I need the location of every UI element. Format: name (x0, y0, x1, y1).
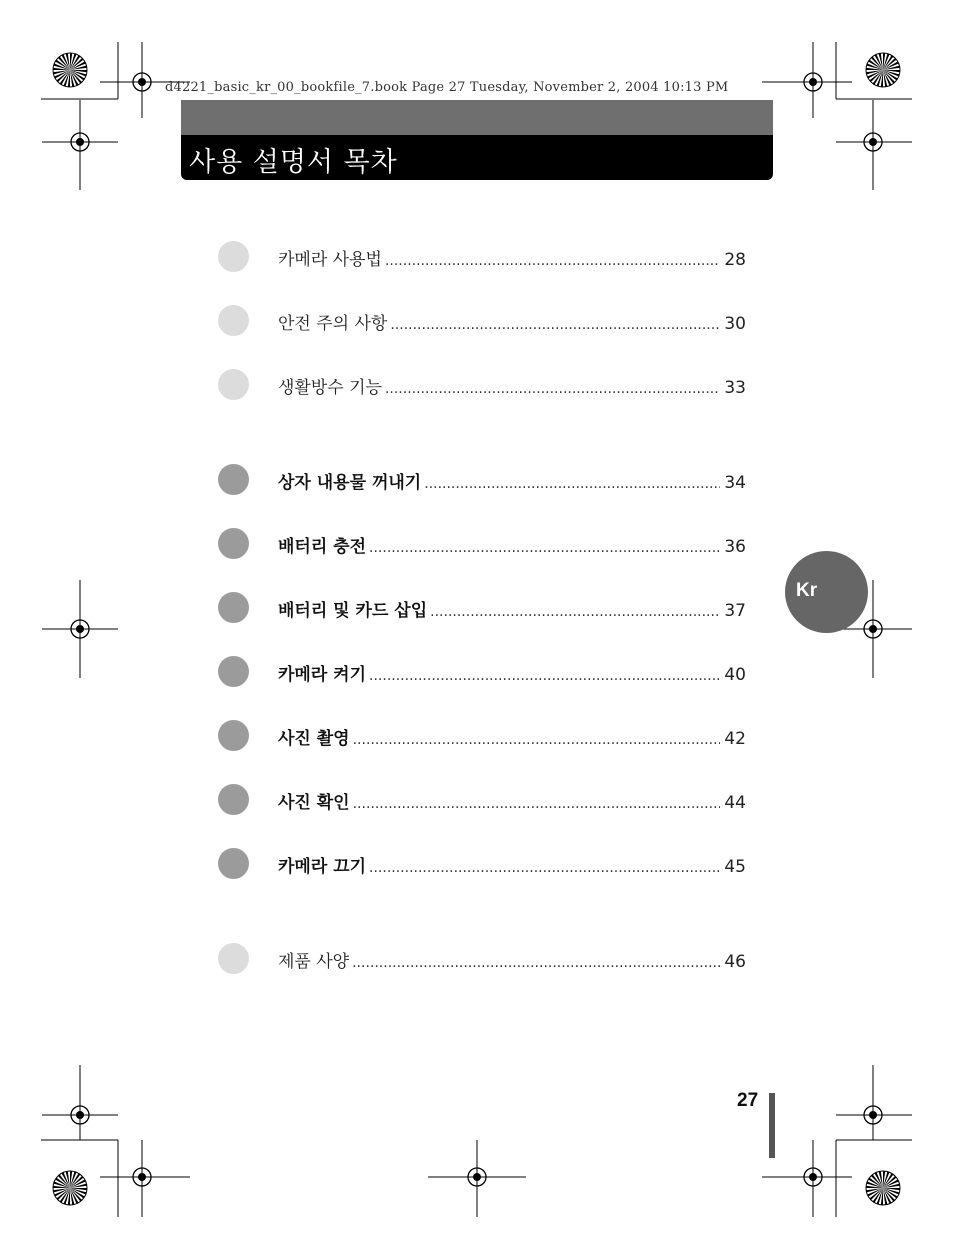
toc-label: 카메라 켜기 (278, 665, 367, 685)
toc-row[interactable] (218, 848, 748, 882)
toc-row[interactable] (218, 241, 748, 275)
dot-leader (369, 540, 720, 556)
toc-row[interactable] (218, 528, 748, 562)
dot-leader (424, 476, 720, 492)
print-slug: d4221_basic_kr_00_bookfile_7.book Page 27 Tuesday, November 2, 2004 10:13 PM (165, 80, 729, 95)
toc-label: 사진 촬영 (278, 729, 350, 749)
toc-row[interactable] (218, 305, 748, 339)
language-tab (785, 551, 868, 633)
page-title: 사용 설명서 목차 (189, 147, 398, 178)
toc-entry (278, 468, 746, 493)
bullet-dot (218, 305, 249, 336)
toc-label: 생활방수 기능 (278, 378, 382, 398)
toc-entry (278, 660, 746, 685)
toc-label: 배터리 충전 (278, 537, 367, 557)
toc-page: 36 (724, 537, 746, 557)
bullet-dot (218, 656, 249, 687)
bullet-dot (218, 528, 249, 559)
toc-page: 30 (724, 314, 746, 334)
toc-label: 배터리 및 카드 삽입 (278, 601, 428, 621)
toc-page: 44 (724, 793, 746, 813)
toc-row[interactable] (218, 464, 748, 498)
dot-leader (430, 604, 720, 620)
bullet-dot (218, 241, 249, 272)
dot-leader (385, 253, 720, 269)
toc-entry (278, 532, 746, 557)
toc-page: 37 (724, 601, 746, 621)
toc-row[interactable] (218, 943, 748, 977)
bullet-dot (218, 369, 249, 400)
toc-label: 사진 확인 (278, 793, 350, 813)
toc-label: 카메라 사용법 (278, 250, 382, 270)
dot-leader (385, 381, 720, 397)
bullet-dot (218, 848, 249, 879)
toc-row[interactable] (218, 592, 748, 626)
toc-label: 카메라 끄기 (278, 857, 367, 877)
toc-entry (278, 596, 746, 621)
dot-leader (353, 796, 721, 812)
toc-label: 제품 사양 (278, 952, 350, 972)
bullet-dot (218, 943, 249, 974)
toc-label: 안전 주의 사항 (278, 314, 388, 334)
toc-page: 42 (724, 729, 746, 749)
toc-page: 46 (724, 952, 746, 972)
dot-leader (390, 317, 720, 333)
toc-page: 28 (724, 250, 746, 270)
language-tab-label: Kr (796, 580, 818, 601)
toc-page: 33 (724, 378, 746, 398)
page-number-bar (769, 1093, 775, 1158)
toc-row[interactable] (218, 656, 748, 690)
toc-row[interactable] (218, 784, 748, 818)
bullet-dot (218, 720, 249, 751)
toc-entry (278, 947, 746, 972)
dot-leader (352, 955, 720, 971)
dot-leader (369, 860, 720, 876)
toc-entry (278, 373, 746, 398)
toc-entry (278, 852, 746, 877)
toc-page: 34 (724, 473, 746, 493)
bullet-dot (218, 464, 249, 495)
toc-entry (278, 309, 746, 334)
toc-row[interactable] (218, 720, 748, 754)
toc-label: 상자 내용물 꺼내기 (278, 473, 422, 493)
bullet-dot (218, 592, 249, 623)
toc-entry (278, 788, 746, 813)
bullet-dot (218, 784, 249, 815)
toc-page: 40 (724, 665, 746, 685)
toc-entry (278, 245, 746, 270)
toc-page: 45 (724, 857, 746, 877)
page-number: 27 (737, 1090, 759, 1111)
dot-leader (353, 732, 721, 748)
toc-entry (278, 724, 746, 749)
dot-leader (369, 668, 720, 684)
toc-row[interactable] (218, 369, 748, 403)
